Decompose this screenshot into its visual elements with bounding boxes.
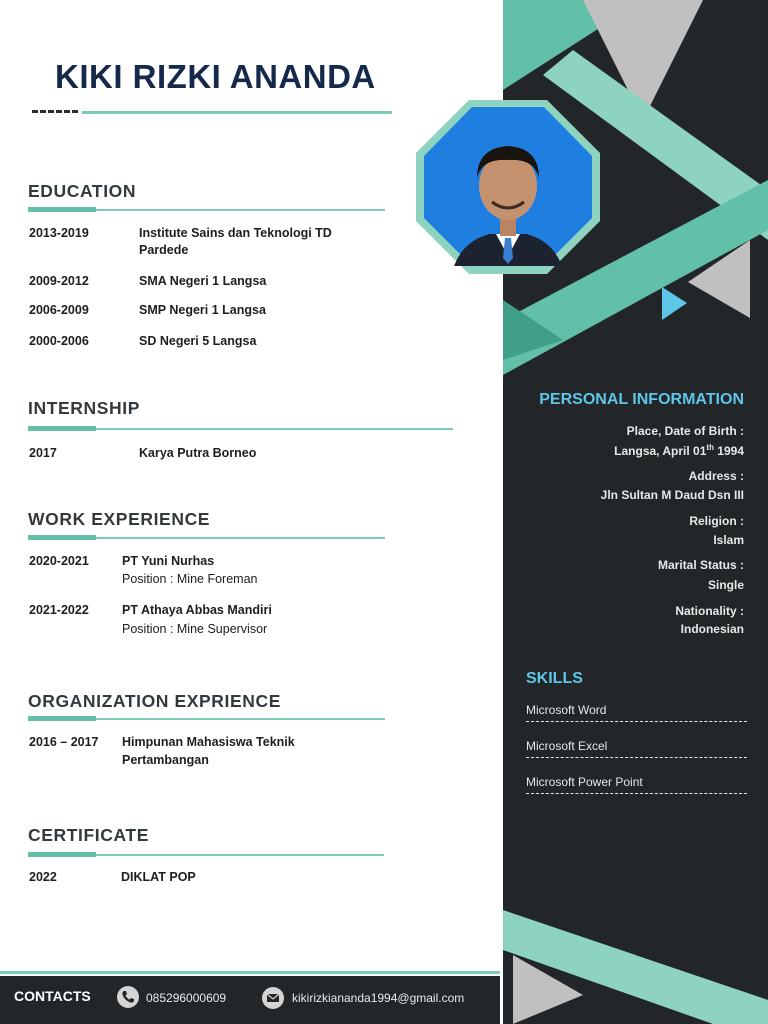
education-school-cont: Pardede: [139, 243, 189, 257]
phone-icon: [117, 986, 139, 1008]
work-year: 2020-2021: [29, 554, 89, 568]
work-position: Position : Mine Foreman: [122, 572, 258, 586]
skill-item: Microsoft Word: [526, 703, 747, 722]
personal-info-title: PERSONAL INFORMATION: [539, 391, 744, 408]
name-underline: [82, 111, 392, 114]
education-year: 2013-2019: [29, 226, 89, 240]
nationality-label: Nationality :: [675, 604, 744, 618]
work-company: PT Athaya Abbas Mandiri: [122, 603, 272, 617]
organization-title: ORGANIZATION EXPRIENCE: [28, 691, 282, 711]
skill-item: Microsoft Excel: [526, 739, 747, 758]
skill-item: Microsoft Power Point: [526, 775, 747, 794]
education-school: SMA Negeri 1 Langsa: [139, 274, 267, 288]
name-dash-accent: [32, 110, 78, 113]
organization-divider-accent: [28, 716, 96, 721]
skills-title: SKILLS: [526, 670, 583, 687]
birth-value-suffix: th: [706, 443, 714, 452]
phone-number[interactable]: 085296000609: [146, 991, 227, 1005]
birth-value: [614, 443, 744, 458]
birth-value-main: Langsa, April 01: [614, 444, 707, 458]
certificate-year: 2022: [29, 870, 57, 884]
address-value: Jln Sultan M Daud Dsn III: [600, 488, 744, 502]
education-year: 2009-2012: [29, 274, 89, 288]
certificate-divider-accent: [28, 852, 96, 857]
birth-label: Place, Date of Birth :: [626, 424, 744, 438]
contacts-label: CONTACTS: [14, 988, 91, 1004]
work-year: 2021-2022: [29, 603, 89, 617]
organization-year: 2016 – 2017: [29, 735, 99, 749]
email-address[interactable]: kikirizkiananda1994@gmail.com: [292, 991, 465, 1005]
candidate-name: KIKI RIZKI ANANDA: [55, 58, 376, 95]
internship-company: Karya Putra Borneo: [139, 446, 257, 460]
education-title: EDUCATION: [28, 181, 137, 201]
education-school: SMP Negeri 1 Langsa: [139, 303, 266, 317]
education-school: Institute Sains dan Teknologi TD: [139, 226, 332, 240]
religion-label: Religion :: [689, 514, 744, 528]
profile-photo: [414, 98, 602, 276]
email-icon: [262, 987, 284, 1009]
education-year: 2000-2006: [29, 334, 89, 348]
education-school: SD Negeri 5 Langsa: [139, 334, 257, 348]
work-position: Position : Mine Supervisor: [122, 622, 268, 636]
contacts-accent-line: [0, 971, 500, 974]
organization-name: Himpunan Mahasiswa Teknik: [122, 735, 295, 749]
certificate-title: CERTIFICATE: [28, 825, 149, 845]
education-divider-accent: [28, 207, 96, 212]
marital-value: Single: [707, 578, 744, 592]
work-company: PT Yuni Nurhas: [122, 554, 215, 568]
organization-name-cont: Pertambangan: [122, 753, 209, 767]
religion-value: Islam: [713, 533, 744, 547]
nationality-value: Indonesian: [680, 622, 744, 636]
certificate-name: DIKLAT POP: [121, 870, 196, 884]
internship-title: INTERNSHIP: [28, 398, 140, 418]
work-divider-accent: [28, 535, 96, 540]
address-label: Address :: [688, 469, 744, 483]
birth-value-year: 1994: [713, 444, 744, 458]
internship-year: 2017: [29, 446, 57, 460]
education-year: 2006-2009: [29, 303, 89, 317]
internship-divider-accent: [28, 426, 96, 431]
work-title: WORK EXPERIENCE: [28, 509, 211, 529]
marital-label: Marital Status :: [657, 558, 744, 572]
